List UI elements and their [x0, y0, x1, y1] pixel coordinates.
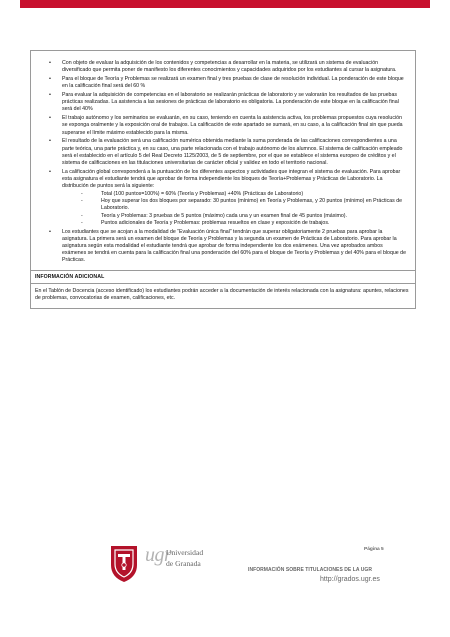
evaluation-item-distribution: [39, 169, 407, 227]
evaluation-item: • Con objeto de evaluar la adquisición de los contenidos y competencias a desarrollar en la materia, se utilizará un sistema de evaluación diversificado que permita poner de manifiesto los diferentes conocimientos y capacidades adquiridos por los estudiantes al cursar la asignatura.: [39, 60, 407, 74]
evaluation-item: • Para el bloque de Teoría y Problemas se realizará un examen final y tres pruebas de clase de resolución individual. La ponderación de este bloque en la calificación final será del 60 %: [39, 76, 407, 90]
header-accent-bar: [20, 0, 430, 8]
distribution-item: - Teoría y Problemas: 3 pruebas de 5 puntos (máximo) cada una y un examen final de 45 puntos (máximo).: [62, 213, 407, 220]
evaluation-section: [31, 51, 415, 270]
evaluation-item-text: La calificación global corresponderá a la puntuación de los diferentes aspectos y actividades que integran el sistema de evaluación. Para aprobar esta asignatura el estudiante tendrá que aprobar de forma independiente los bloques de Teoría+Problemas y Prácticas de Laboratorio. La distribución de puntos será la siguiente:: [62, 168, 401, 190]
ugr-logo-mark: ugr: [145, 544, 172, 566]
university-seal-icon: [108, 543, 140, 583]
distribution-item: - Total (100 puntos=100%) = 60% (Teoría y Problemas) +40% (Prácticas de Laboratorio): [62, 191, 407, 198]
evaluation-item: • Para evaluar la adquisición de competencias en el laboratorio se realizarán prácticas de laboratorio y se valorarán los resultados de las pruebas prácticas realizadas. La asistencia a las sesiones de prácticas de laboratorio es obligatoria. La ponderación de este bloque en la calificación final será del 40%: [39, 92, 407, 114]
footer-url: http://grados.ugr.es: [320, 576, 380, 583]
university-logo: [108, 541, 204, 585]
evaluation-item: • Los estudiantes que se acojan a la modalidad de “Evaluación única final” tendrán que superar obligatoriamente 2 pruebas para aprobar la asignatura. La primera será un examen del bloque de Teoría y Problemas y la segunda un examen de Prácticas de Laboratorio. Para aprobar la asignatura según esta modalidad el estudiante tendrá que aprobar de forma independiente los dos exámenes. Una vez aprobados ambos exámenes se tendrá en cuenta para la calificación final una ponderación del 60% para el bloque de Teoría y Problemas y del 40% para el bloque de Prácticas.: [39, 229, 407, 265]
distribution-list: [62, 191, 407, 227]
footer-info-title: INFORMACIÓN SOBRE TITULACIONES DE LA UGR: [248, 567, 373, 573]
additional-info-header: INFORMACIÓN ADICIONAL: [35, 274, 105, 281]
university-name-line1: Universidad: [166, 548, 204, 557]
distribution-item: - Hoy que superar los dos bloques por separado: 30 puntos (mínimo) en Teoría y Problemas, y 20 puntos (mínimo) en Prácticas de Laboratorio.: [62, 198, 407, 212]
university-name-line2: de Granada: [166, 559, 201, 568]
evaluation-item: • El resultado de la evaluación será una calificación numérica obtenida mediante la suma ponderada de las calificaciones correspondientes a una parte teórica, una parte práctica y, en su caso, una parte relacionada con el trabajo autónomo de los alumnos. El sistema de calificación empleado será el establecido en el artículo 5 del Real Decreto 1125/2003, de 5 de septiembre, por el que se establece el sistema europeo de créditos y el sistema de calificaciones en las titulaciones universitarias de carácter oficial y validez en todo el territorio nacional.: [39, 138, 407, 167]
evaluation-list: [39, 60, 407, 265]
page-number: Página 5: [364, 547, 384, 552]
distribution-item: - Puntos adicionales de Teoría y Problemas: problemas resueltos en clase y exposición de trabajos.: [62, 220, 407, 227]
university-name: [166, 547, 246, 569]
content-frame: [30, 50, 416, 309]
evaluation-item: • El trabajo autónomo y los seminarios se evaluarán, en su caso, teniendo en cuenta la asistencia activa, los problemas propuestos cuya resolución se exponga oralmente y la exposición oral de trabajos. La calificación de este apartado se sumará, en su caso, a la calificación final sin que pueda superarse el límite máximo establecido para la misma.: [39, 115, 407, 137]
additional-info-body: En el Tablón de Docencia (acceso identificado) los estudiantes podrán acceder a la documentación de interés relacionada con la asignatura: apuntes, relaciones de problemas, convocatorias de examen, calificaciones, etc.: [31, 283, 415, 307]
